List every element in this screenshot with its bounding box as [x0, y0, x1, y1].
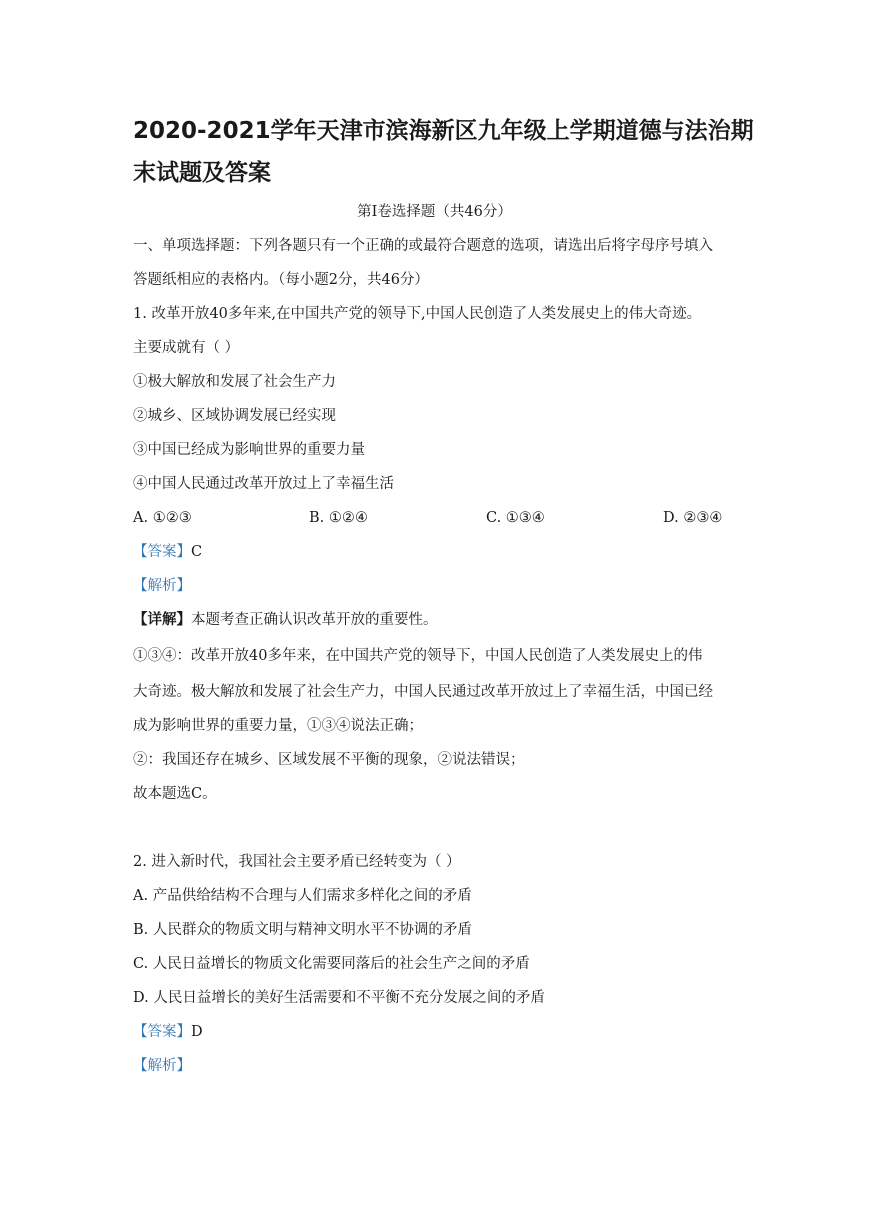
q1-answer-tag: 【答案】 [133, 544, 191, 560]
q1-explain-line4: ②：我国还存在城乡、区域发展不平衡的现象，②说法错误； [133, 752, 525, 768]
q1-statement-3: ③中国已经成为影响世界的重要力量 [133, 442, 365, 458]
q2-option-a: A. 产品供给结构不合理与人们需求多样化之间的矛盾 [133, 888, 472, 904]
q1-option-b: B. ①②④ [309, 510, 368, 526]
q2-answer-tag: 【答案】 [133, 1024, 191, 1040]
q1-stem-line1: 1. 改革开放40多年来,在中国共产党的领导下,中国人民创造了人类发展史上的伟大奇迹。 [133, 306, 702, 322]
q1-explain-line1: ①③④：改革开放40多年来，在中国共产党的领导下，中国人民创造了人类发展史上的伟 [133, 648, 703, 664]
q2-option-c: C. 人民日益增长的物质文化需要同落后的社会生产之间的矛盾 [133, 956, 530, 972]
q2-stem: 2. 进入新时代，我国社会主要矛盾已经转变为（ ） [133, 854, 461, 870]
instructions-line1: 一、单项选择题：下列各题只有一个正确的或最符合题意的选项，请选出后将字母序号填入 [133, 238, 713, 254]
document-title-line2: 末试题及答案 [133, 160, 271, 186]
q1-answer-value: C [191, 544, 203, 560]
instructions-line2: 答题纸相应的表格内。（每小题2分，共46分） [133, 272, 429, 288]
document-title-line1: 2020-2021学年天津市滨海新区九年级上学期道德与法治期 [133, 118, 754, 144]
q1-answer [133, 542, 202, 562]
q1-detail [133, 610, 438, 630]
q1-explain-line2: 大奇迹。极大解放和发展了社会生产力，中国人民通过改革开放过上了幸福生活，中国已经 [133, 684, 713, 700]
q2-answer [133, 1022, 203, 1042]
q1-statement-1: ①极大解放和发展了社会生产力 [133, 374, 336, 390]
section-header: 第Ⅰ卷选择题（共46分） [357, 204, 512, 220]
q2-option-b: B. 人民群众的物质文明与精神文明水平不协调的矛盾 [133, 922, 472, 938]
q2-option-d: D. 人民日益增长的美好生活需要和不平衡不充分发展之间的矛盾 [133, 990, 545, 1006]
q1-analysis-tag: 【解析】 [133, 578, 191, 594]
q1-detail-tag: 【详解】 [133, 611, 191, 628]
q1-explain-line3: 成为影响世界的重要力量，①③④说法正确； [133, 718, 423, 734]
q2-analysis-tag: 【解析】 [133, 1058, 191, 1074]
q2-answer-value: D [191, 1024, 203, 1040]
q1-option-a: A. ①②③ [133, 510, 192, 526]
q1-option-c: C. ①③④ [486, 510, 545, 526]
q1-option-d: D. ②③④ [663, 510, 723, 526]
q1-statement-4: ④中国人民通过改革开放过上了幸福生活 [133, 476, 394, 492]
q1-detail-text: 本题考查正确认识改革开放的重要性。 [191, 612, 438, 628]
q1-statement-2: ②城乡、区域协调发展已经实现 [133, 408, 336, 424]
q1-stem-line2: 主要成就有（ ） [133, 340, 240, 356]
q1-conclusion: 故本题选C。 [133, 786, 217, 802]
